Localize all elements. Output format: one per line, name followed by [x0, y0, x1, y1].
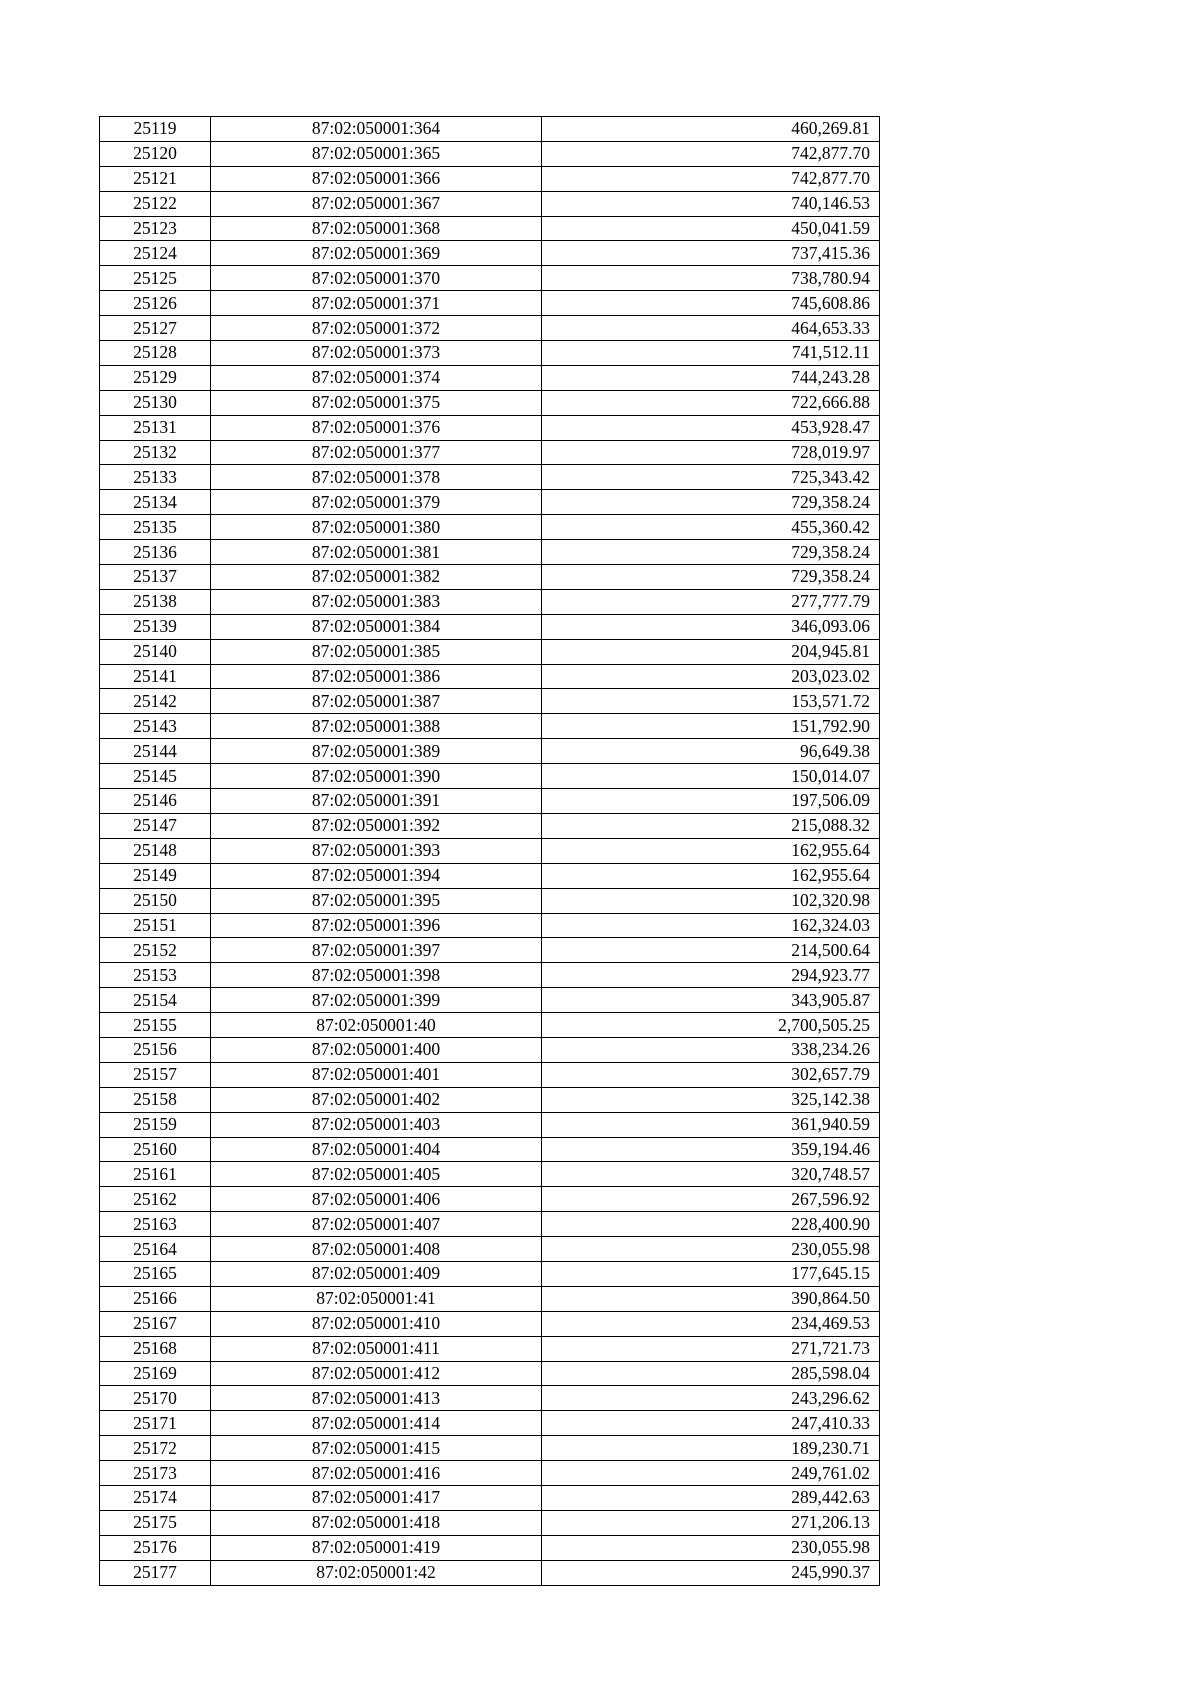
- row-number-cell: 25139: [100, 614, 211, 639]
- cadastral-number-cell: 87:02:050001:415: [211, 1436, 542, 1461]
- table-row: [100, 1162, 880, 1187]
- table-row: [100, 1062, 880, 1087]
- cadastral-number-cell: 87:02:050001:413: [211, 1386, 542, 1411]
- table-row: [100, 291, 880, 316]
- cadastral-value-cell: 729,358.24: [542, 490, 880, 515]
- cadastral-value-cell: 742,877.70: [542, 166, 880, 191]
- table-row: [100, 1112, 880, 1137]
- table-row: [100, 664, 880, 689]
- cadastral-value-cell: 150,014.07: [542, 764, 880, 789]
- row-number-cell: 25163: [100, 1212, 211, 1237]
- table-row: [100, 1386, 880, 1411]
- cadastral-number-cell: 87:02:050001:396: [211, 913, 542, 938]
- table-row: [100, 191, 880, 216]
- table-row: [100, 1137, 880, 1162]
- row-number-cell: 25121: [100, 166, 211, 191]
- cadastral-value-cell: 277,777.79: [542, 589, 880, 614]
- cadastral-value-cell: 215,088.32: [542, 813, 880, 838]
- cadastral-value-cell: 230,055.98: [542, 1237, 880, 1262]
- row-number-cell: 25141: [100, 664, 211, 689]
- table-row: [100, 863, 880, 888]
- cadastral-number-cell: 87:02:050001:378: [211, 465, 542, 490]
- cadastral-number-cell: 87:02:050001:387: [211, 689, 542, 714]
- row-number-cell: 25125: [100, 266, 211, 291]
- row-number-cell: 25157: [100, 1062, 211, 1087]
- row-number-cell: 25138: [100, 589, 211, 614]
- table-row: [100, 1461, 880, 1486]
- row-number-cell: 25160: [100, 1137, 211, 1162]
- table-row: [100, 490, 880, 515]
- table-row: [100, 789, 880, 814]
- cadastral-value-cell: 359,194.46: [542, 1137, 880, 1162]
- cadastral-number-cell: 87:02:050001:411: [211, 1336, 542, 1361]
- cadastral-value-cell: 228,400.90: [542, 1212, 880, 1237]
- row-number-cell: 25159: [100, 1112, 211, 1137]
- table-row: [100, 1286, 880, 1311]
- cadastral-value-cell: 2,700,505.25: [542, 1013, 880, 1038]
- cadastral-number-cell: 87:02:050001:408: [211, 1237, 542, 1262]
- cadastral-value-cell: 729,358.24: [542, 565, 880, 590]
- table-row: [100, 1336, 880, 1361]
- table-row: [100, 614, 880, 639]
- cadastral-number-cell: 87:02:050001:375: [211, 390, 542, 415]
- cadastral-number-cell: 87:02:050001:400: [211, 1037, 542, 1062]
- row-number-cell: 25146: [100, 789, 211, 814]
- table-row: [100, 913, 880, 938]
- cadastral-value-cell: 162,955.64: [542, 838, 880, 863]
- cadastral-value-cell: 728,019.97: [542, 440, 880, 465]
- cadastral-number-cell: 87:02:050001:394: [211, 863, 542, 888]
- cadastral-number-cell: 87:02:050001:379: [211, 490, 542, 515]
- row-number-cell: 25158: [100, 1087, 211, 1112]
- row-number-cell: 25174: [100, 1485, 211, 1510]
- cadastral-value-cell: 203,023.02: [542, 664, 880, 689]
- cadastral-number-cell: 87:02:050001:369: [211, 241, 542, 266]
- cadastral-value-cell: 247,410.33: [542, 1411, 880, 1436]
- row-number-cell: 25144: [100, 739, 211, 764]
- cadastral-value-cell: 740,146.53: [542, 191, 880, 216]
- cadastral-number-cell: 87:02:050001:386: [211, 664, 542, 689]
- cadastral-value-cell: 325,142.38: [542, 1087, 880, 1112]
- table-row: [100, 440, 880, 465]
- cadastral-number-cell: 87:02:050001:419: [211, 1535, 542, 1560]
- row-number-cell: 25156: [100, 1037, 211, 1062]
- cadastral-value-cell: 460,269.81: [542, 117, 880, 142]
- cadastral-value-cell: 738,780.94: [542, 266, 880, 291]
- row-number-cell: 25132: [100, 440, 211, 465]
- row-number-cell: 25134: [100, 490, 211, 515]
- row-number-cell: 25167: [100, 1311, 211, 1336]
- cadastral-value-cell: 230,055.98: [542, 1535, 880, 1560]
- cadastral-value-cell: 245,990.37: [542, 1560, 880, 1585]
- cadastral-number-cell: 87:02:050001:40: [211, 1013, 542, 1038]
- cadastral-number-cell: 87:02:050001:41: [211, 1286, 542, 1311]
- table-row: [100, 1411, 880, 1436]
- row-number-cell: 25164: [100, 1237, 211, 1262]
- cadastral-value-cell: 102,320.98: [542, 888, 880, 913]
- row-number-cell: 25153: [100, 963, 211, 988]
- row-number-cell: 25142: [100, 689, 211, 714]
- row-number-cell: 25176: [100, 1535, 211, 1560]
- row-number-cell: 25133: [100, 465, 211, 490]
- cadastral-number-cell: 87:02:050001:384: [211, 614, 542, 639]
- table-row: [100, 316, 880, 341]
- table-row: [100, 515, 880, 540]
- cadastral-number-cell: 87:02:050001:390: [211, 764, 542, 789]
- cadastral-value-cell: 346,093.06: [542, 614, 880, 639]
- table-row: [100, 639, 880, 664]
- table-row: [100, 689, 880, 714]
- cadastral-number-cell: 87:02:050001:374: [211, 365, 542, 390]
- table-row: [100, 141, 880, 166]
- table-row: [100, 988, 880, 1013]
- cadastral-number-cell: 87:02:050001:381: [211, 540, 542, 565]
- cadastral-value-cell: 361,940.59: [542, 1112, 880, 1137]
- cadastral-value-table: [99, 116, 880, 1586]
- table-body: [100, 117, 880, 1586]
- row-number-cell: 25135: [100, 515, 211, 540]
- table-row: [100, 589, 880, 614]
- table-row: [100, 1261, 880, 1286]
- cadastral-value-cell: 742,877.70: [542, 141, 880, 166]
- table-row: [100, 739, 880, 764]
- row-number-cell: 25169: [100, 1361, 211, 1386]
- cadastral-value-cell: 153,571.72: [542, 689, 880, 714]
- cadastral-number-cell: 87:02:050001:383: [211, 589, 542, 614]
- row-number-cell: 25155: [100, 1013, 211, 1038]
- table-row: [100, 1212, 880, 1237]
- cadastral-value-cell: 289,442.63: [542, 1485, 880, 1510]
- row-number-cell: 25166: [100, 1286, 211, 1311]
- table-row: [100, 714, 880, 739]
- cadastral-value-cell: 338,234.26: [542, 1037, 880, 1062]
- cadastral-number-cell: 87:02:050001:402: [211, 1087, 542, 1112]
- cadastral-value-cell: 234,469.53: [542, 1311, 880, 1336]
- cadastral-number-cell: 87:02:050001:42: [211, 1560, 542, 1585]
- cadastral-value-cell: 285,598.04: [542, 1361, 880, 1386]
- cadastral-number-cell: 87:02:050001:388: [211, 714, 542, 739]
- table-row: [100, 938, 880, 963]
- cadastral-number-cell: 87:02:050001:380: [211, 515, 542, 540]
- cadastral-value-cell: 722,666.88: [542, 390, 880, 415]
- row-number-cell: 25175: [100, 1510, 211, 1535]
- cadastral-number-cell: 87:02:050001:395: [211, 888, 542, 913]
- cadastral-number-cell: 87:02:050001:389: [211, 739, 542, 764]
- cadastral-number-cell: 87:02:050001:392: [211, 813, 542, 838]
- row-number-cell: 25173: [100, 1461, 211, 1486]
- table-row: [100, 415, 880, 440]
- table-row: [100, 266, 880, 291]
- table-row: [100, 390, 880, 415]
- cadastral-value-cell: 151,792.90: [542, 714, 880, 739]
- row-number-cell: 25127: [100, 316, 211, 341]
- row-number-cell: 25147: [100, 813, 211, 838]
- table-row: [100, 365, 880, 390]
- table-row: [100, 241, 880, 266]
- cadastral-value-cell: 162,955.64: [542, 863, 880, 888]
- cadastral-value-cell: 744,243.28: [542, 365, 880, 390]
- cadastral-value-cell: 96,649.38: [542, 739, 880, 764]
- cadastral-value-cell: 320,748.57: [542, 1162, 880, 1187]
- cadastral-value-cell: 725,343.42: [542, 465, 880, 490]
- cadastral-number-cell: 87:02:050001:416: [211, 1461, 542, 1486]
- cadastral-value-cell: 294,923.77: [542, 963, 880, 988]
- cadastral-number-cell: 87:02:050001:391: [211, 789, 542, 814]
- row-number-cell: 25145: [100, 764, 211, 789]
- row-number-cell: 25165: [100, 1261, 211, 1286]
- row-number-cell: 25128: [100, 341, 211, 366]
- table-row: [100, 1237, 880, 1262]
- cadastral-number-cell: 87:02:050001:410: [211, 1311, 542, 1336]
- cadastral-value-cell: 204,945.81: [542, 639, 880, 664]
- row-number-cell: 25152: [100, 938, 211, 963]
- table-row: [100, 963, 880, 988]
- cadastral-value-cell: 455,360.42: [542, 515, 880, 540]
- cadastral-value-cell: 197,506.09: [542, 789, 880, 814]
- table-row: [100, 813, 880, 838]
- cadastral-number-cell: 87:02:050001:368: [211, 216, 542, 241]
- row-number-cell: 25129: [100, 365, 211, 390]
- table-row: [100, 1361, 880, 1386]
- table-row: [100, 216, 880, 241]
- row-number-cell: 25170: [100, 1386, 211, 1411]
- row-number-cell: 25168: [100, 1336, 211, 1361]
- row-number-cell: 25151: [100, 913, 211, 938]
- cadastral-number-cell: 87:02:050001:403: [211, 1112, 542, 1137]
- cadastral-number-cell: 87:02:050001:409: [211, 1261, 542, 1286]
- cadastral-number-cell: 87:02:050001:404: [211, 1137, 542, 1162]
- row-number-cell: 25161: [100, 1162, 211, 1187]
- cadastral-value-cell: 214,500.64: [542, 938, 880, 963]
- cadastral-number-cell: 87:02:050001:365: [211, 141, 542, 166]
- table-row: [100, 1436, 880, 1461]
- row-number-cell: 25150: [100, 888, 211, 913]
- row-number-cell: 25120: [100, 141, 211, 166]
- cadastral-number-cell: 87:02:050001:417: [211, 1485, 542, 1510]
- row-number-cell: 25162: [100, 1187, 211, 1212]
- cadastral-value-cell: 177,645.15: [542, 1261, 880, 1286]
- row-number-cell: 25136: [100, 540, 211, 565]
- table-row: [100, 166, 880, 191]
- row-number-cell: 25148: [100, 838, 211, 863]
- cadastral-value-cell: 464,653.33: [542, 316, 880, 341]
- row-number-cell: 25137: [100, 565, 211, 590]
- row-number-cell: 25130: [100, 390, 211, 415]
- cadastral-value-cell: 737,415.36: [542, 241, 880, 266]
- cadastral-number-cell: 87:02:050001:371: [211, 291, 542, 316]
- row-number-cell: 25154: [100, 988, 211, 1013]
- cadastral-value-cell: 267,596.92: [542, 1187, 880, 1212]
- cadastral-number-cell: 87:02:050001:370: [211, 266, 542, 291]
- cadastral-number-cell: 87:02:050001:405: [211, 1162, 542, 1187]
- cadastral-value-cell: 243,296.62: [542, 1386, 880, 1411]
- table-row: [100, 1485, 880, 1510]
- cadastral-value-cell: 271,206.13: [542, 1510, 880, 1535]
- table-row: [100, 764, 880, 789]
- row-number-cell: 25143: [100, 714, 211, 739]
- cadastral-number-cell: 87:02:050001:397: [211, 938, 542, 963]
- cadastral-number-cell: 87:02:050001:385: [211, 639, 542, 664]
- cadastral-number-cell: 87:02:050001:367: [211, 191, 542, 216]
- row-number-cell: 25131: [100, 415, 211, 440]
- cadastral-value-cell: 162,324.03: [542, 913, 880, 938]
- cadastral-value-cell: 343,905.87: [542, 988, 880, 1013]
- table-row: [100, 1510, 880, 1535]
- table-row: [100, 341, 880, 366]
- cadastral-value-cell: 741,512.11: [542, 341, 880, 366]
- cadastral-number-cell: 87:02:050001:366: [211, 166, 542, 191]
- row-number-cell: 25140: [100, 639, 211, 664]
- cadastral-number-cell: 87:02:050001:393: [211, 838, 542, 863]
- table-row: [100, 1560, 880, 1585]
- cadastral-number-cell: 87:02:050001:364: [211, 117, 542, 142]
- cadastral-number-cell: 87:02:050001:407: [211, 1212, 542, 1237]
- table-row: [100, 1187, 880, 1212]
- cadastral-value-cell: 302,657.79: [542, 1062, 880, 1087]
- table-row: [100, 1037, 880, 1062]
- cadastral-number-cell: 87:02:050001:377: [211, 440, 542, 465]
- table-row: [100, 565, 880, 590]
- cadastral-number-cell: 87:02:050001:414: [211, 1411, 542, 1436]
- table-row: [100, 117, 880, 142]
- cadastral-number-cell: 87:02:050001:406: [211, 1187, 542, 1212]
- table-row: [100, 838, 880, 863]
- cadastral-number-cell: 87:02:050001:412: [211, 1361, 542, 1386]
- cadastral-number-cell: 87:02:050001:401: [211, 1062, 542, 1087]
- row-number-cell: 25126: [100, 291, 211, 316]
- table-row: [100, 1013, 880, 1038]
- cadastral-number-cell: 87:02:050001:376: [211, 415, 542, 440]
- row-number-cell: 25119: [100, 117, 211, 142]
- row-number-cell: 25172: [100, 1436, 211, 1461]
- row-number-cell: 25124: [100, 241, 211, 266]
- row-number-cell: 25123: [100, 216, 211, 241]
- cadastral-value-cell: 729,358.24: [542, 540, 880, 565]
- cadastral-value-cell: 271,721.73: [542, 1336, 880, 1361]
- cadastral-value-cell: 453,928.47: [542, 415, 880, 440]
- cadastral-number-cell: 87:02:050001:398: [211, 963, 542, 988]
- cadastral-number-cell: 87:02:050001:373: [211, 341, 542, 366]
- cadastral-number-cell: 87:02:050001:382: [211, 565, 542, 590]
- table-row: [100, 1087, 880, 1112]
- table-row: [100, 465, 880, 490]
- cadastral-value-cell: 745,608.86: [542, 291, 880, 316]
- cadastral-number-cell: 87:02:050001:372: [211, 316, 542, 341]
- cadastral-value-cell: 450,041.59: [542, 216, 880, 241]
- table-row: [100, 888, 880, 913]
- table-row: [100, 1311, 880, 1336]
- row-number-cell: 25171: [100, 1411, 211, 1436]
- cadastral-value-cell: 249,761.02: [542, 1461, 880, 1486]
- cadastral-value-cell: 189,230.71: [542, 1436, 880, 1461]
- row-number-cell: 25149: [100, 863, 211, 888]
- cadastral-value-cell: 390,864.50: [542, 1286, 880, 1311]
- cadastral-number-cell: 87:02:050001:399: [211, 988, 542, 1013]
- row-number-cell: 25177: [100, 1560, 211, 1585]
- table-row: [100, 540, 880, 565]
- cadastral-number-cell: 87:02:050001:418: [211, 1510, 542, 1535]
- row-number-cell: 25122: [100, 191, 211, 216]
- table-row: [100, 1535, 880, 1560]
